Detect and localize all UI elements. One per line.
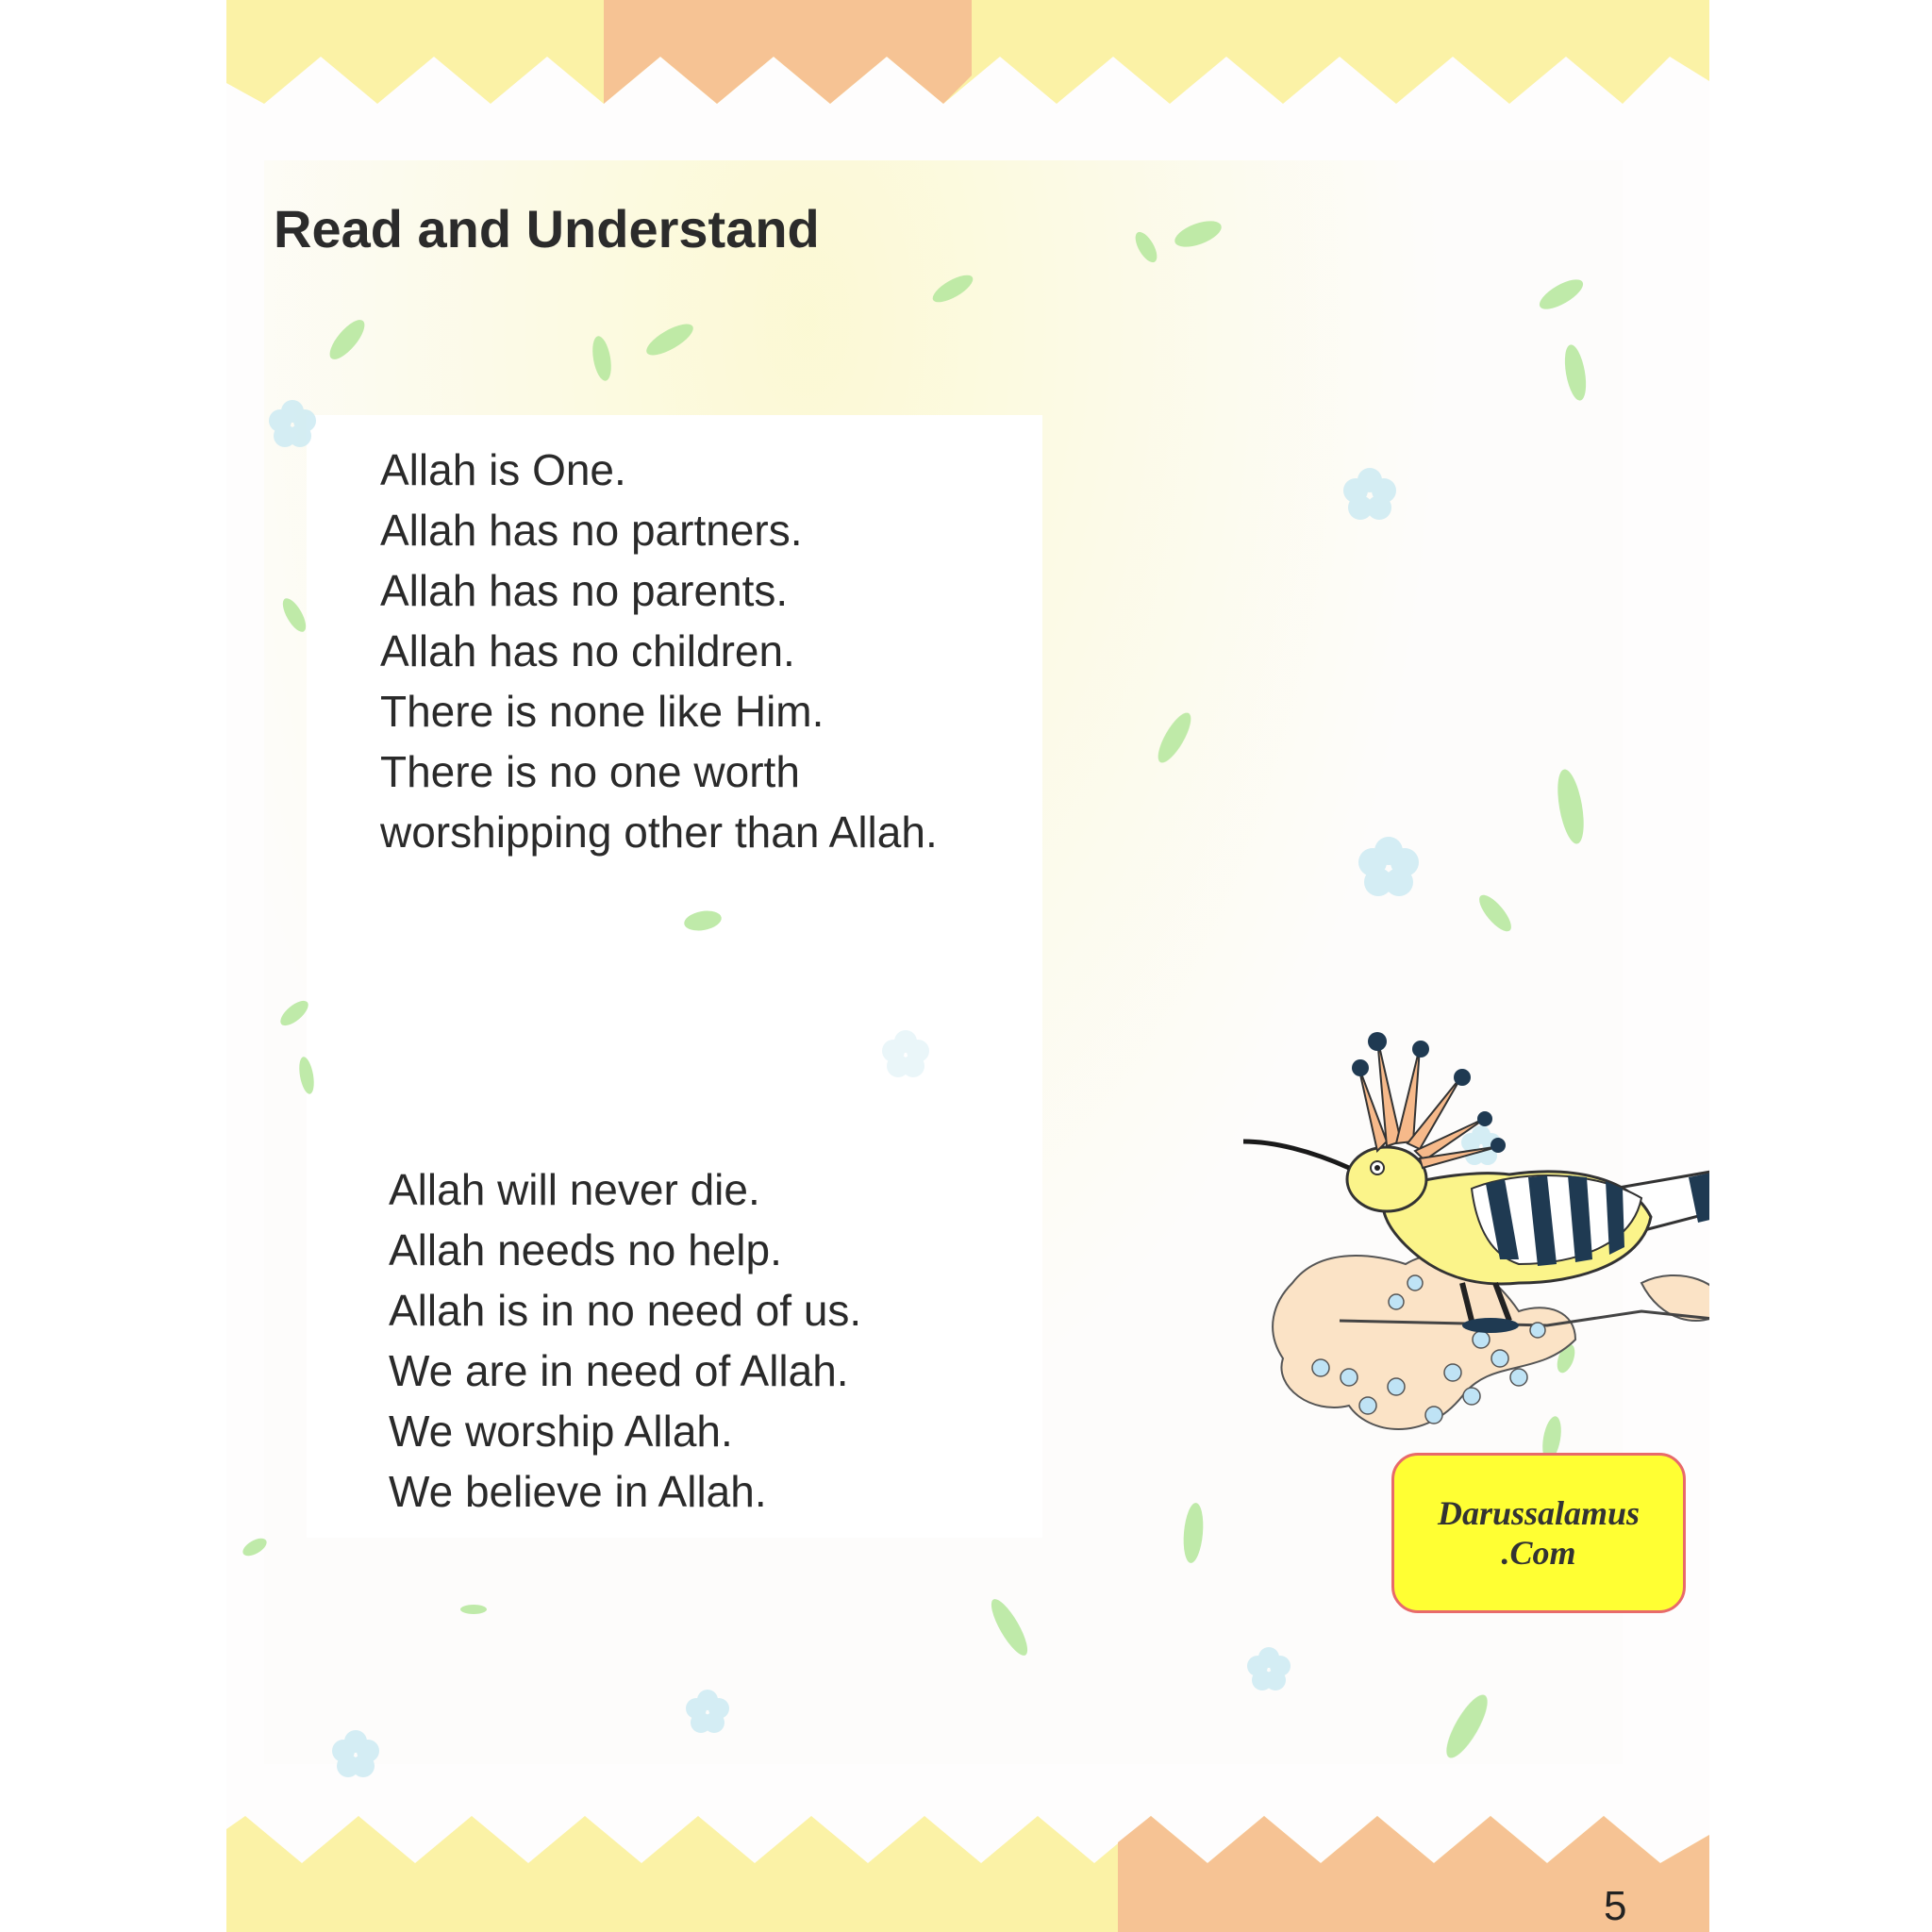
leaf-and-flower-decoration — [226, 0, 1709, 1932]
watermark-badge — [1391, 1453, 1686, 1613]
verse-line: We are in need of Allah. — [389, 1346, 849, 1395]
verse-line: Allah has no parents. — [380, 566, 789, 615]
verse-stanza-2 — [389, 1159, 861, 1522]
bottom-zigzag-band — [226, 1797, 1709, 1932]
page-number: 5 — [1604, 1883, 1627, 1929]
verse-line: Allah will never die. — [389, 1165, 760, 1214]
watermark-line: Darussalamus — [1437, 1494, 1641, 1532]
verse-line: Allah needs no help. — [389, 1225, 782, 1274]
verse-line: There is none like Him. — [380, 687, 824, 736]
verse-line: worshipping other than Allah. — [380, 808, 938, 857]
verse-line: We worship Allah. — [389, 1407, 733, 1456]
verse-line: Allah is One. — [380, 445, 626, 494]
page-title: Read and Understand — [274, 199, 820, 258]
verse-line: Allah has no children. — [380, 626, 795, 675]
book-page — [226, 0, 1709, 1932]
hoopoe-bird-illustration — [1236, 1000, 1709, 1491]
verse-line: We believe in Allah. — [389, 1467, 767, 1516]
verse-line: Allah is in no need of us. — [389, 1286, 862, 1335]
verse-line: There is no one worth — [380, 747, 800, 796]
verse-stanza-1 — [380, 440, 938, 862]
verse-line: Allah has no partners. — [380, 506, 803, 555]
watermark-line: .Com — [1501, 1534, 1576, 1572]
